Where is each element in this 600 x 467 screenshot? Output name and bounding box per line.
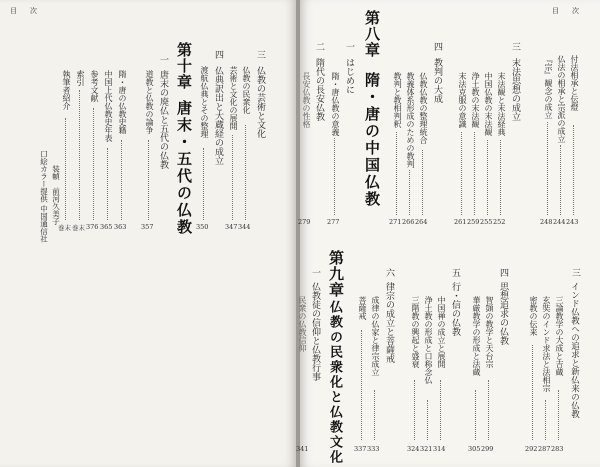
appendix-item-page: 376 (86, 223, 99, 231)
sec5-entry-page: 324 (407, 445, 420, 453)
leader-dots (107, 148, 108, 220)
leader-dots (440, 380, 441, 440)
cont-entry: 付法相承と伝燈 (570, 55, 579, 111)
sec3-entry-page: 259 (467, 218, 480, 226)
leader-dots (488, 380, 489, 440)
sec4-entry-page: 271 (389, 218, 402, 226)
sec4-entry-1-page: 350 (196, 223, 209, 231)
leader-dots (474, 132, 475, 215)
leader-dots (558, 390, 559, 440)
ch9-sec1-title: 仏教徒の信仰と仏教行事 (310, 282, 320, 381)
leader-dots (93, 108, 94, 220)
cont-entry-page: 244 (553, 218, 566, 226)
ch10-sec1-entry-1: 道教と仏教の論争 (145, 70, 154, 134)
sec3b-entry-page: 287 (538, 445, 551, 453)
sec4-number: 四 (213, 50, 223, 59)
sec3-entry-2: 芸術と文化の展開 (229, 66, 238, 130)
ch8-sec2-entry-page: 279 (298, 218, 311, 226)
ch8-sec1-entry-page: 277 (327, 218, 340, 226)
leader-dots (532, 345, 533, 440)
cont-entry-page: 243 (566, 218, 579, 226)
sec3-entry: 末法観と末法経典 (497, 72, 506, 136)
chapter-8-title: 隋・唐の中国仏教 (363, 72, 381, 208)
sec3-entry: 末法克服の意識 (458, 72, 467, 128)
cont-entry-page: 248 (540, 218, 553, 226)
leader-dots (203, 148, 204, 220)
ch10-sec1-title: 唐末の廃仏と五代の仏教 (158, 70, 168, 169)
sec3b-entry-page: 283 (551, 445, 564, 453)
sec4b-entry: 華厳教学の形成と法蔵 (472, 296, 481, 376)
appendix-item: 中国上代仏教史年表 (104, 70, 113, 142)
appendix-item-page: 365 (100, 223, 113, 231)
sec6-entry-page: 333 (367, 445, 380, 453)
sec3-entry: 浄土教の末法観 (471, 72, 480, 128)
leader-dots (475, 390, 476, 440)
sec4-entry: 仏教仏教の整理統合 (419, 72, 428, 144)
sec4b-entry-page: 299 (481, 445, 494, 453)
sec3b-title: インド仏教への追求と新仏来の仏教 (569, 282, 580, 418)
chapter-9-title: 仏教の民衆化と仏教文化 (327, 300, 342, 465)
ch8-sec2-title: 隋代の長安仏教 (314, 58, 324, 121)
sec5-number: 五 (450, 268, 460, 277)
sec6-entry: 菩薩戒 (358, 296, 367, 320)
sec3-entry-1-page: 344 (238, 223, 251, 231)
ch9-sec1-entry-page: 341 (296, 445, 309, 453)
sec4b-number: 四 (498, 268, 508, 277)
appendix-item: 参考文献 (90, 70, 99, 102)
sec4-entry-page: 266 (402, 218, 415, 226)
photo-credit-label: 口絵カラー提供 (39, 150, 49, 203)
sec3-entry-1: 仏教の民衆化 (242, 66, 251, 114)
leader-dots (121, 140, 122, 220)
sec4-entry-page: 264 (415, 218, 428, 226)
leader-dots (79, 90, 80, 220)
sec5-entry: 中国禅の成立と展開 (437, 296, 446, 368)
appendix-item-page: 巻末 (72, 224, 85, 232)
sec6-entry: 成律の仏家と律宗成立 (371, 296, 380, 376)
sec5-entry-page: 314 (433, 445, 446, 453)
leader-dots (414, 380, 415, 440)
photo-credit-org: 中国通信社 (39, 205, 49, 243)
right-running-header: 目 次 (552, 7, 582, 15)
sec3-entry-page: 255 (480, 218, 493, 226)
leader-dots (545, 400, 546, 440)
leader-dots (245, 125, 246, 220)
sec6-number: 六 (384, 268, 394, 277)
sec3b-entry: 三論教学の大成と吉蔵 (555, 296, 564, 376)
ch8-sec1-number: 一 (344, 42, 354, 51)
ch9-sec1-entry: 民衆の仏教信仰 (298, 296, 307, 352)
sec4-title: 仏典訳出と大蔵経の成立 (213, 66, 223, 165)
sec3-number: 三 (255, 50, 265, 59)
leader-dots (547, 122, 548, 215)
sec3b-entry: 玄奘のインド求法と法相宗 (542, 296, 551, 392)
cont-entry: 『宗』観念の成立 (544, 55, 553, 119)
chapter-8-label: 第八章 (363, 10, 381, 58)
leader-dots (560, 145, 561, 215)
chapter-10-title: 唐末・五代の仏教 (175, 100, 193, 236)
sec5-entry: 三階教の興起と盛衰 (411, 296, 420, 368)
chapter-9-label: 第九章 (327, 250, 345, 298)
sec3-number: 三 (510, 42, 520, 51)
sec3-title: 末法思想の成立 (510, 58, 520, 121)
leader-dots (573, 125, 574, 215)
ch8-sec2-entry: 長安仏教の性格 (302, 72, 311, 128)
leader-dots (334, 138, 335, 215)
leader-dots (427, 400, 428, 440)
leader-dots (374, 390, 375, 440)
sec4b-title: 思想追求の仏教 (498, 282, 508, 345)
ch9-sec1-number: 一 (310, 268, 320, 277)
leader-dots (232, 135, 233, 220)
sec6-entry-page: 337 (354, 445, 367, 453)
sec5-entry: 浄土教の形成と口称念仏 (424, 296, 433, 384)
leader-dots (65, 118, 66, 220)
appendix-item: 索引 (76, 70, 85, 86)
ch10-sec1-number: 一 (158, 55, 168, 64)
leader-dots (396, 132, 397, 215)
sec4-number: 四 (432, 42, 442, 51)
sec4-entry: 教義体系形成のための教判 (406, 72, 415, 168)
sec3b-entry: 密教の伝来 (529, 296, 538, 336)
sec4-entry: 教判と教相判釈 (393, 72, 402, 128)
sec5-entry-page: 321 (420, 445, 433, 453)
sec6-title: 律宗の成立と菩薩戒 (384, 282, 394, 363)
sec3-entry-page: 261 (454, 218, 467, 226)
leader-dots (148, 140, 149, 220)
chapter-10-label: 第十章 (175, 42, 193, 90)
sec4b-entry: 智顗の教学と天台宗 (485, 296, 494, 368)
appendix-item: 執筆者紹介 (62, 70, 71, 110)
ch8-sec1-entry: 隋・唐仏教の意義 (331, 72, 340, 136)
leader-dots (461, 132, 462, 215)
design-credit: 装幀 前河久美子 (51, 165, 61, 225)
sec3-entry-page: 252 (493, 218, 506, 226)
sec4-entry-1: 渡航仏典とその整理 (200, 66, 209, 138)
ch8-sec2-number: 二 (314, 42, 324, 51)
sec3b-entry-page: 292 (525, 445, 538, 453)
leader-dots (361, 330, 362, 440)
left-running-header: 目 次 (10, 7, 40, 15)
leader-dots (500, 140, 501, 215)
appendix-item-page: 363 (114, 223, 127, 231)
leader-dots (409, 170, 410, 215)
sec4-title: 教判の大成 (432, 58, 442, 103)
left-page (0, 0, 296, 467)
sec3-entry-2-page: 347 (225, 223, 238, 231)
sec3b-number: 三 (570, 268, 580, 277)
ch8-sec1-title: はじめに (344, 58, 354, 94)
ch10-sec1-entry-1-page: 357 (141, 223, 154, 231)
sec3-entry: 中国仏教の末法観 (484, 72, 493, 136)
right-page (296, 0, 600, 467)
sec5-title: 行・信の仏教 (450, 282, 460, 336)
leader-dots (422, 150, 423, 215)
sec3-title: 仏教の芸術と文化 (255, 66, 265, 138)
appendix-item: 隋・唐の仏教史籍 (118, 70, 127, 134)
sec4b-entry-page: 305 (468, 445, 481, 453)
cont-entry: 仏法の相承と宗派の成立 (557, 55, 566, 143)
leader-dots (487, 140, 488, 215)
appendix-item-page: 巻末 (58, 224, 71, 232)
